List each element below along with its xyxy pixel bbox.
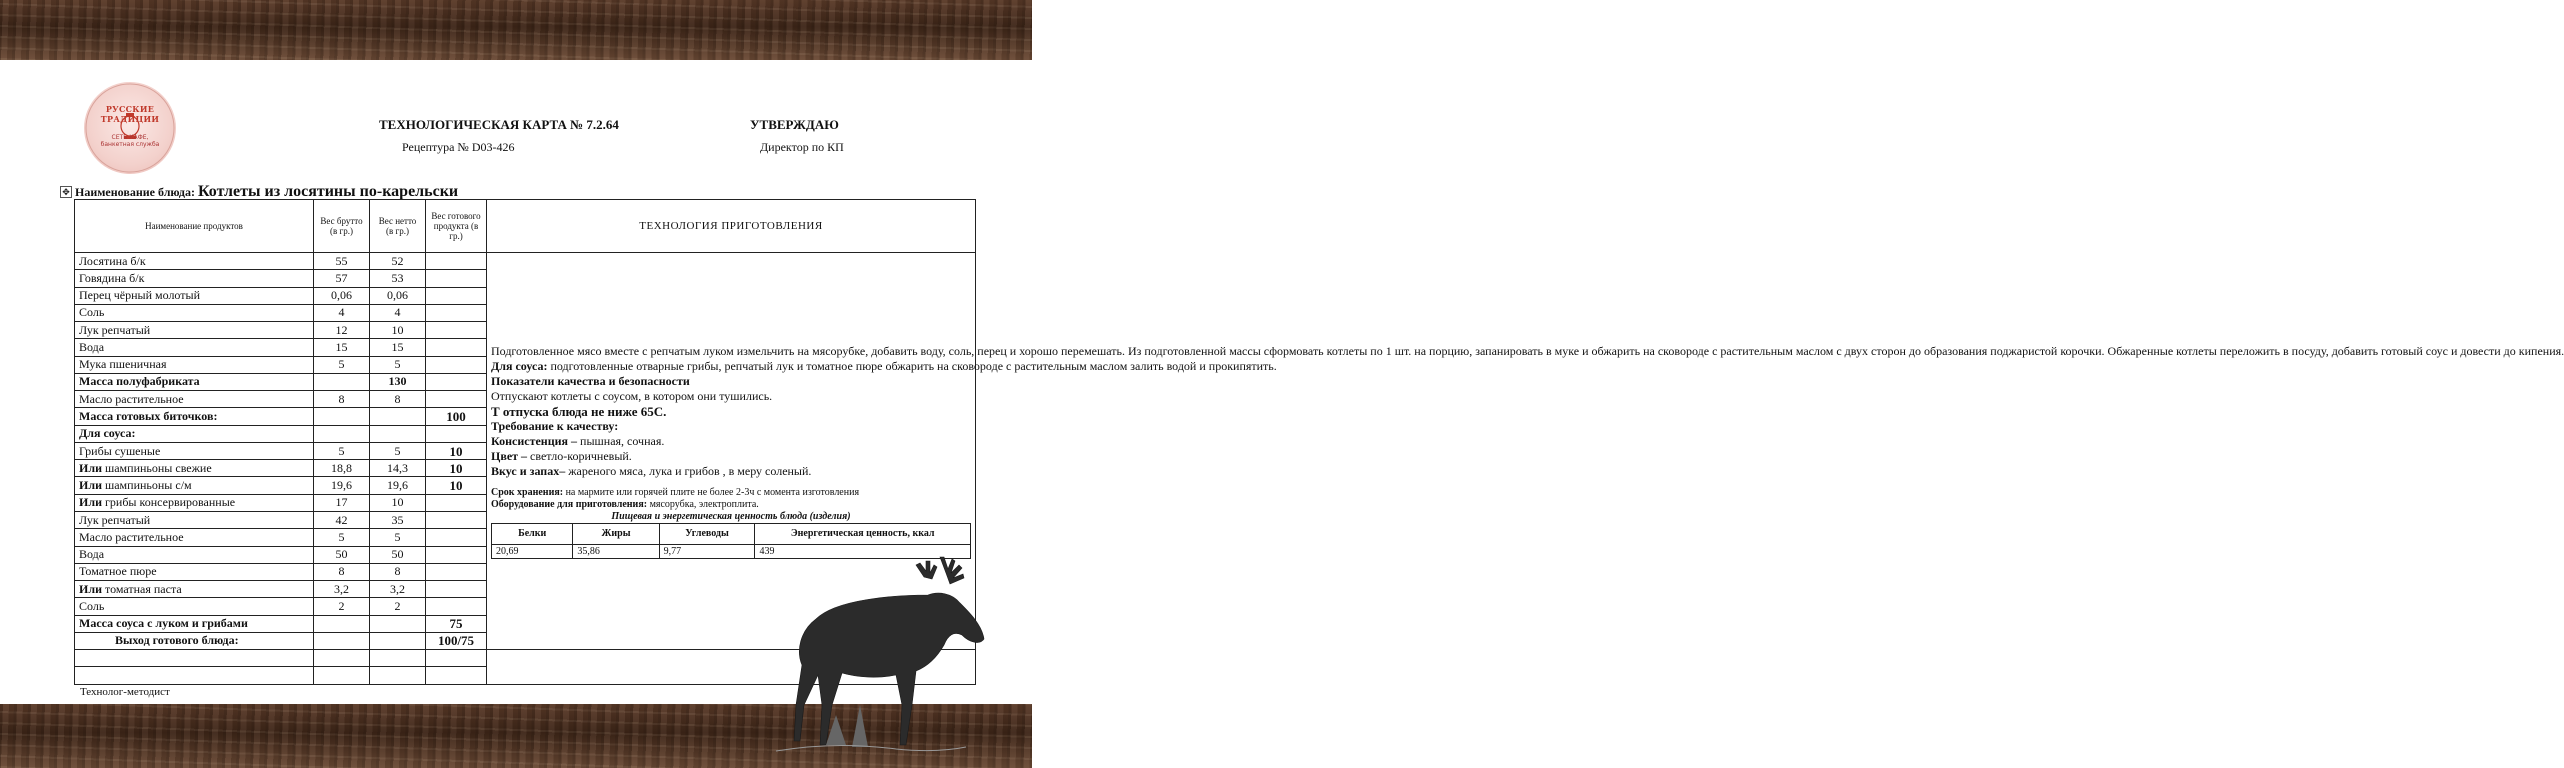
product-name-cell [75,408,314,425]
product-name: Соль [79,598,105,613]
recipe-number: Рецептура № D03-426 [402,140,515,154]
product-name-cell [75,494,314,511]
gross-weight-cell [314,425,370,442]
net-weight-cell: 50 [370,546,426,563]
net-weight-cell: 2 [370,598,426,615]
gross-weight-cell [314,667,370,685]
logo-sub-text: СЕТЬ КАФЕ, банкетная служба [100,134,160,148]
taste-label: Вкус и запах– [491,463,566,478]
net-weight-cell: 8 [370,391,426,408]
net-weight-cell [370,408,426,425]
header-gross: Вес брутто (в гр.) [314,200,370,253]
ready-weight-cell [426,494,487,511]
ready-weight-cell [426,563,487,580]
gross-weight-cell: 50 [314,546,370,563]
gross-weight-cell: 19,6 [314,477,370,494]
product-name-cell [75,253,314,270]
approve-label: УТВЕРЖДАЮ [750,117,839,132]
product-name: Грибы сушеные [79,443,161,458]
net-weight-cell: 15 [370,339,426,356]
wood-banner-top [0,0,1032,60]
gross-weight-cell: 2 [314,598,370,615]
product-name-cell [75,442,314,459]
product-name-cell [75,529,314,546]
product-name: Масло растительное [79,529,184,544]
product-name-cell [75,650,314,667]
gross-weight-cell: 8 [314,563,370,580]
product-name: Масса соуса с луком и грибами [79,616,248,631]
product-name: Мука пшеничная [79,357,167,372]
company-logo [84,82,176,174]
nut-header-carbs: Углеводы [659,523,755,544]
product-name: Соль [79,305,105,320]
net-weight-cell: 52 [370,253,426,270]
gross-weight-cell [314,373,370,390]
product-name: Вода [79,547,105,562]
gross-weight-cell: 5 [314,529,370,546]
gross-weight-cell: 3,2 [314,581,370,598]
logo-samovar-icon [84,82,176,174]
net-weight-cell: 53 [370,270,426,287]
ready-weight-cell: 10 [426,442,487,459]
product-name: Для соуса: [79,426,136,441]
product-name: Вода [79,339,105,354]
storage-label: Срок хранения: [491,486,564,498]
nutrition-caption: Пищевая и энергетическая ценность блюда (изделия) [611,510,851,522]
serve-text: Отпускают котлеты с соусом, в котором они тушились. [491,388,773,403]
net-weight-cell [370,650,426,667]
gross-weight-cell [314,615,370,632]
product-name: Выход готового блюда: [115,633,239,648]
tech-step-main: Подготовленное мясо вместе с репчатым луком измельчить на мясорубке, добавить воду, соль, перец и хорошо перемешать. Из подготовленной массы сформовать котлеты по 1 шт. на порцию, запанировать в муке и обжарить на сковороде с растительным маслом с двух сторон до образования поджаристой корочки. Обжаренные котлеты переложить в посуду, добавить готовый соус и довести до кипения. [491,343,2564,358]
ready-weight-cell [426,322,487,339]
ready-weight-cell [426,650,487,667]
table-row [75,253,976,270]
product-name-cell [75,460,314,477]
ready-weight-cell [426,287,487,304]
net-weight-cell: 35 [370,511,426,528]
ready-weight-cell [426,339,487,356]
product-name-cell [75,373,314,390]
net-weight-cell [370,632,426,649]
nut-value-proteins: 20,69 [492,544,573,558]
nut-value-carbs: 9,77 [659,544,755,558]
alt-or-label: Или [79,478,102,493]
serve-temp: Т отпуска блюда не ниже 65С. [491,403,667,419]
ready-weight-cell [426,581,487,598]
dish-name: Котлеты из лосятины по-карельски [197,183,459,200]
gross-weight-cell [314,632,370,649]
net-weight-cell: 14,3 [370,460,426,477]
net-weight-cell: 3,2 [370,581,426,598]
ready-weight-cell [426,511,487,528]
quality-title: Показатели качества и безопасности [491,373,690,388]
gross-weight-cell: 17 [314,494,370,511]
product-name-cell [75,304,314,321]
net-weight-cell: 5 [370,442,426,459]
table-move-handle-icon[interactable]: ✥ [60,186,72,198]
product-name-cell [75,425,314,442]
technologist-signature-label: Технолог-методист [80,686,170,698]
nut-header-energy: Энергетическая ценность, ккал [755,523,971,544]
ready-weight-cell [426,304,487,321]
product-name-cell [75,581,314,598]
gross-weight-cell: 55 [314,253,370,270]
color-label: Цвет – [491,448,528,463]
product-name-cell [75,615,314,632]
header-net: Вес нетто (в гр.) [370,200,426,253]
product-name-cell [75,667,314,685]
ready-weight-cell [426,356,487,373]
product-name: Лук репчатый [79,512,151,527]
product-name: Перец чёрный молотый [79,288,201,303]
ready-weight-cell [426,667,487,685]
gross-weight-cell [314,650,370,667]
net-weight-cell: 8 [370,563,426,580]
color-text: светло-коричневый. [527,448,632,463]
header-product: Наименование продуктов [75,200,314,253]
nut-value-energy: 439 [755,544,971,558]
product-name: Лук репчатый [79,322,151,337]
product-name-cell [75,632,314,649]
equipment-text: мясорубка, электроплита. [647,498,759,510]
product-name: Масса полуфабриката [79,374,200,389]
dish-label: Наименование блюда: [75,185,195,199]
sauce-label: Для соуса: [491,358,548,373]
requirements-title: Требование к качеству: [491,418,619,433]
product-name: Томатное пюре [79,564,157,579]
consistency-text: пышная, сочная. [577,433,665,448]
ready-weight-cell: 10 [426,477,487,494]
product-name-cell [75,546,314,563]
product-name: Говядина б/к [79,270,145,285]
sauce-text: подготовленные отварные грибы, репчатый лук и томатное пюре обжарить на сковороде с растительным маслом залить водой и прокипятить. [547,358,1277,373]
alt-or-label: Или [79,495,102,510]
gross-weight-cell: 18,8 [314,460,370,477]
ready-weight-cell [426,253,487,270]
gross-weight-cell: 15 [314,339,370,356]
net-weight-cell: 5 [370,356,426,373]
product-name-cell [75,391,314,408]
storage-text: на мармите или горячей плите не более 2-3ч с момента изготовления [563,486,860,498]
equipment-label: Оборудование для приготовления: [491,498,648,510]
ready-weight-cell [426,270,487,287]
header-ready: Вес готового продукта (в гр.) [426,200,487,253]
ready-weight-cell [426,373,487,390]
gross-weight-cell: 5 [314,442,370,459]
net-weight-cell: 10 [370,322,426,339]
gross-weight-cell: 57 [314,270,370,287]
product-name-cell [75,322,314,339]
alt-or-label: Или [79,460,102,475]
gross-weight-cell: 8 [314,391,370,408]
ready-weight-cell [426,425,487,442]
net-weight-cell: 19,6 [370,477,426,494]
product-name-cell [75,511,314,528]
net-weight-cell: 130 [370,373,426,390]
gross-weight-cell: 4 [314,304,370,321]
product-name-cell [75,356,314,373]
product-name: шампиньоны с/м [101,478,192,493]
logo-arc-text: РУССКИЕ ТРАДИЦИИ [100,104,160,124]
gross-weight-cell: 12 [314,322,370,339]
product-name-cell [75,270,314,287]
director-label: Директор по КП [760,140,844,154]
net-weight-cell: 10 [370,494,426,511]
ready-weight-cell: 100 [426,408,487,425]
ready-weight-cell [426,529,487,546]
header-tech: ТЕХНОЛОГИЯ ПРИГОТОВЛЕНИЯ [487,200,976,253]
net-weight-cell: 4 [370,304,426,321]
product-name: грибы консервированные [101,495,236,510]
card-title: ТЕХНОЛОГИЧЕСКАЯ КАРТА № 7.2.64 [379,117,619,132]
net-weight-cell: 0,06 [370,287,426,304]
nutrition-table [491,523,971,559]
product-name: томатная паста [101,581,182,596]
net-weight-cell [370,425,426,442]
ready-weight-cell: 75 [426,615,487,632]
product-name: Масса готовых биточков: [79,409,218,424]
product-name: Лосятина б/к [79,253,146,268]
nut-header-fats: Жиры [573,523,659,544]
ready-weight-cell: 10 [426,460,487,477]
nut-header-proteins: Белки [492,523,573,544]
product-name-cell [75,563,314,580]
nut-value-fats: 35,86 [573,544,659,558]
moose-illustration-icon [756,555,988,755]
product-name-cell [75,477,314,494]
ready-weight-cell: 100/75 [426,632,487,649]
consistency-label: Консистенция – [491,433,578,448]
product-name-cell [75,287,314,304]
gross-weight-cell: 0,06 [314,287,370,304]
product-name: шампиньоны свежие [101,460,212,475]
net-weight-cell [370,615,426,632]
product-name-cell [75,598,314,615]
ready-weight-cell [426,391,487,408]
alt-or-label: Или [79,581,102,596]
taste-text: жареного мяса, лука и грибов , в меру соленый. [565,463,812,478]
net-weight-cell [370,667,426,685]
ready-weight-cell [426,546,487,563]
product-name: Масло растительное [79,391,184,406]
product-name-cell [75,339,314,356]
gross-weight-cell: 5 [314,356,370,373]
gross-weight-cell: 42 [314,511,370,528]
gross-weight-cell [314,408,370,425]
net-weight-cell: 5 [370,529,426,546]
ready-weight-cell [426,598,487,615]
